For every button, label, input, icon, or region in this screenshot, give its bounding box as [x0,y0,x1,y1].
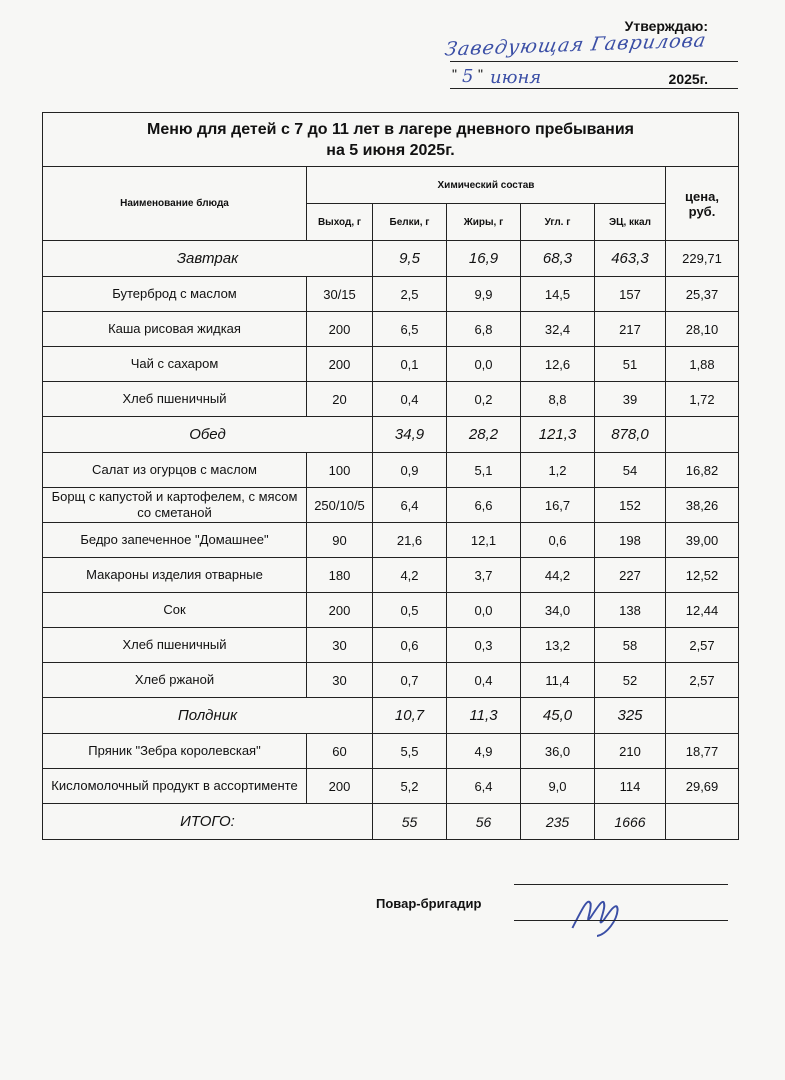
signature-scribble-icon [566,890,635,940]
dish-carb: 13,2 [521,628,595,663]
dish-output: 20 [307,382,373,417]
dish-price: 1,88 [666,347,739,382]
dish-name: Макароны изделия отварные [43,558,307,593]
dish-carb: 0,6 [521,523,595,558]
dish-price: 2,57 [666,628,739,663]
dish-fat: 0,0 [447,347,521,382]
section-fat: 16,9 [447,241,521,277]
dish-price: 25,37 [666,277,739,312]
approval-title: Утверждаю: [624,18,708,34]
section-price [666,417,739,453]
table-row [43,628,739,663]
dish-name: Каша рисовая жидкая [43,312,307,347]
header-carb: Угл. г [521,204,595,241]
table-row [43,312,739,347]
section-protein: 9,5 [373,241,447,277]
dish-protein: 0,1 [373,347,447,382]
dish-carb: 34,0 [521,593,595,628]
signature-line [514,884,728,885]
table-row [43,277,739,312]
dish-carb: 36,0 [521,734,595,769]
dish-protein: 0,4 [373,382,447,417]
section-energy: 878,0 [595,417,666,453]
dish-energy: 51 [595,347,666,382]
dish-name: Хлеб пшеничный [43,628,307,663]
dish-protein: 6,5 [373,312,447,347]
signature-line [514,920,728,921]
dish-name: Салат из огурцов с маслом [43,453,307,488]
table-row [43,382,739,417]
menu-title [43,113,739,167]
section-protein: 34,9 [373,417,447,453]
dish-output: 250/10/5 [307,488,373,523]
section-energy: 463,3 [595,241,666,277]
dish-price: 16,82 [666,453,739,488]
header-fat: Жиры, г [447,204,521,241]
dish-energy: 52 [595,663,666,698]
section-label: Обед [43,417,373,453]
dish-carb: 14,5 [521,277,595,312]
total-price [666,804,739,840]
section-row-snack [43,698,739,734]
dish-energy: 152 [595,488,666,523]
dish-fat: 9,9 [447,277,521,312]
dish-output: 30/15 [307,277,373,312]
cook-signature-block [370,880,750,950]
dish-carb: 9,0 [521,769,595,804]
total-label: ИТОГО: [43,804,373,840]
dish-protein: 0,7 [373,663,447,698]
dish-output: 100 [307,453,373,488]
dish-fat: 3,7 [447,558,521,593]
dish-protein: 4,2 [373,558,447,593]
dish-fat: 6,8 [447,312,521,347]
dish-price: 18,77 [666,734,739,769]
dish-protein: 5,5 [373,734,447,769]
section-price [666,698,739,734]
table-row [43,663,739,698]
dish-name: Пряник "Зебра королевская" [43,734,307,769]
dish-fat: 6,6 [447,488,521,523]
dish-fat: 0,0 [447,593,521,628]
dish-price: 1,72 [666,382,739,417]
menu-title-line1: Меню для детей с 7 до 11 лет в лагере дневного пребывания [146,120,635,138]
section-carb: 68,3 [521,241,595,277]
dish-output: 60 [307,734,373,769]
total-carb: 235 [521,804,595,840]
header-energy: ЭЦ, ккал [595,204,666,241]
dish-carb: 1,2 [521,453,595,488]
section-carb: 121,3 [521,417,595,453]
menu-table [42,112,739,840]
dish-price: 12,44 [666,593,739,628]
dish-fat: 5,1 [447,453,521,488]
dish-fat: 0,4 [447,663,521,698]
dish-name: Бутерброд с маслом [43,277,307,312]
section-energy: 325 [595,698,666,734]
dish-output: 90 [307,523,373,558]
dish-output: 180 [307,558,373,593]
dish-output: 200 [307,312,373,347]
dish-fat: 0,3 [447,628,521,663]
section-price: 229,71 [666,241,739,277]
dish-price: 12,52 [666,558,739,593]
section-fat: 11,3 [447,698,521,734]
dish-energy: 114 [595,769,666,804]
table-row [43,769,739,804]
total-row [43,804,739,840]
header-dish-name: Наименование блюда [43,167,307,241]
table-row [43,523,739,558]
dish-name: Борщ с капустой и картофелем, с мясом со сметаной [43,488,307,523]
approval-signature-line [450,61,738,62]
dish-protein: 6,4 [373,488,447,523]
dish-carb: 32,4 [521,312,595,347]
dish-energy: 217 [595,312,666,347]
dish-fat: 6,4 [447,769,521,804]
table-row [43,488,739,523]
approval-month: июня [490,67,542,88]
total-protein: 55 [373,804,447,840]
dish-name: Сок [43,593,307,628]
dish-protein: 0,6 [373,628,447,663]
approval-date-line [450,88,738,89]
menu-title-line2: на 5 июня 2025г. [326,141,455,159]
dish-name: Хлеб ржаной [43,663,307,698]
dish-energy: 138 [595,593,666,628]
cook-signature [565,890,635,948]
dish-fat: 0,2 [447,382,521,417]
dish-energy: 210 [595,734,666,769]
total-fat: 56 [447,804,521,840]
section-row-breakfast [43,241,739,277]
dish-output: 200 [307,593,373,628]
table-row [43,593,739,628]
section-carb: 45,0 [521,698,595,734]
approval-signature: Заведующая Гаврилова [443,29,709,61]
total-energy: 1666 [595,804,666,840]
dish-output: 30 [307,628,373,663]
dish-output: 200 [307,347,373,382]
dish-output: 200 [307,769,373,804]
table-row [43,453,739,488]
dish-fat: 4,9 [447,734,521,769]
table-row [43,734,739,769]
dish-energy: 198 [595,523,666,558]
dish-price: 39,00 [666,523,739,558]
section-protein: 10,7 [373,698,447,734]
approval-year: 2025г. [668,71,708,87]
approval-day: 5 [462,66,474,87]
dish-protein: 21,6 [373,523,447,558]
dish-output: 30 [307,663,373,698]
table-row [43,347,739,382]
dish-energy: 58 [595,628,666,663]
dish-name: Бедро запеченное "Домашнее" [43,523,307,558]
dish-name: Кисломолочный продукт в ассортименте [43,769,307,804]
header-output: Выход, г [307,204,373,241]
header-price: цена, руб. [666,167,739,241]
cook-label: Повар-бригадир [376,896,482,911]
dish-protein: 0,9 [373,453,447,488]
section-label: Завтрак [43,241,373,277]
dish-carb: 16,7 [521,488,595,523]
dish-carb: 8,8 [521,382,595,417]
dish-protein: 0,5 [373,593,447,628]
dish-carb: 12,6 [521,347,595,382]
header-chemical-composition: Химический состав [307,167,666,204]
dish-energy: 227 [595,558,666,593]
header-protein: Белки, г [373,204,447,241]
section-label: Полдник [43,698,373,734]
approval-block: Утверждаю: Заведующая Гаврилова " 5 " июня 2025г. [440,18,740,98]
dish-protein: 5,2 [373,769,447,804]
table-row [43,558,739,593]
dish-carb: 44,2 [521,558,595,593]
dish-energy: 157 [595,277,666,312]
section-fat: 28,2 [447,417,521,453]
dish-name: Хлеб пшеничный [43,382,307,417]
dish-name: Чай с сахаром [43,347,307,382]
dish-price: 38,26 [666,488,739,523]
dish-protein: 2,5 [373,277,447,312]
dish-energy: 39 [595,382,666,417]
dish-carb: 11,4 [521,663,595,698]
dish-price: 2,57 [666,663,739,698]
dish-energy: 54 [595,453,666,488]
dish-price: 29,69 [666,769,739,804]
dish-price: 28,10 [666,312,739,347]
section-row-lunch [43,417,739,453]
dish-fat: 12,1 [447,523,521,558]
